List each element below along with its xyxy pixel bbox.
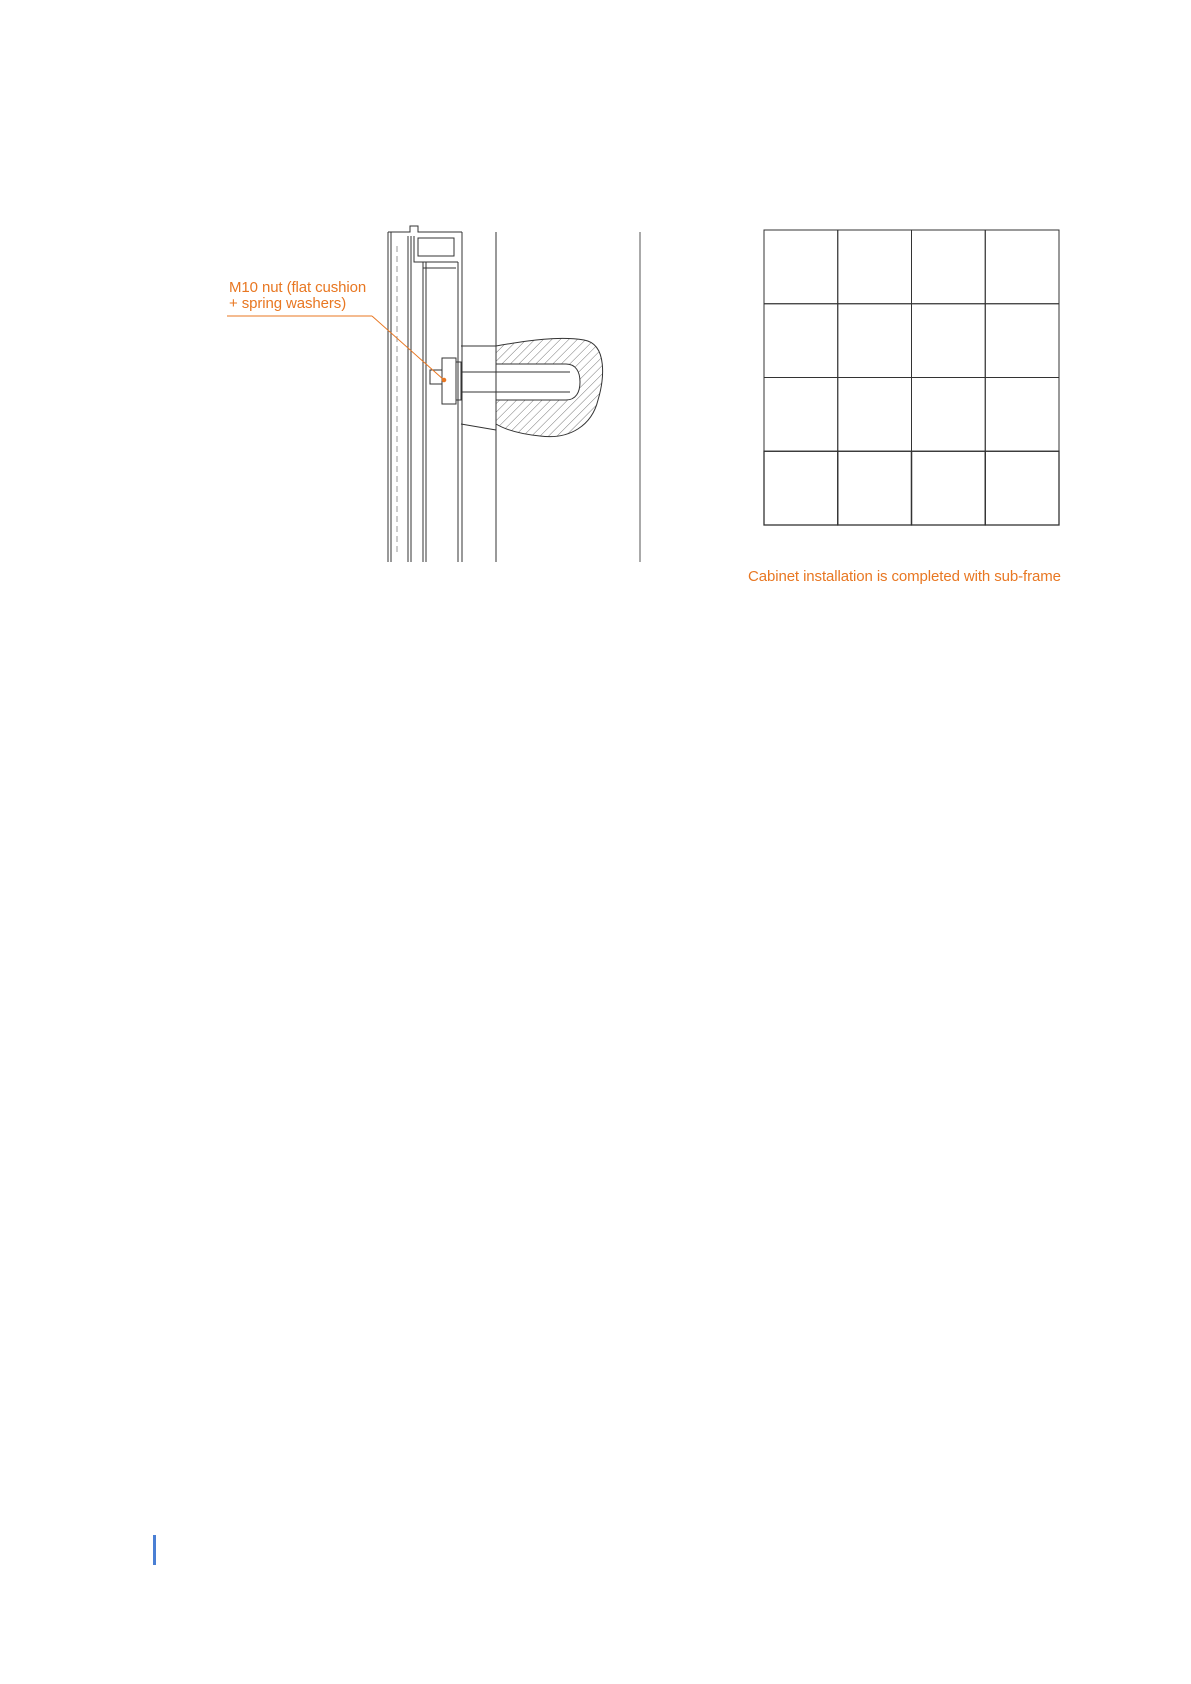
wall-section xyxy=(461,232,640,562)
cabinet-cell xyxy=(985,451,1059,525)
cabinet-cell xyxy=(764,451,838,525)
cabinet-cell xyxy=(985,230,1059,304)
grid-caption: Cabinet installation is completed with sub-frame xyxy=(748,568,1061,585)
cabinet-cell xyxy=(764,230,838,304)
cabinet-cell xyxy=(838,451,912,525)
page-margin-marker xyxy=(153,1535,156,1565)
cabinet-section xyxy=(388,226,462,562)
cabinet-cell xyxy=(985,378,1059,452)
cabinet-cell xyxy=(912,378,986,452)
cabinet-cell xyxy=(838,378,912,452)
cabinet-grid xyxy=(764,230,1059,525)
cabinet-cell xyxy=(764,378,838,452)
callout-leader xyxy=(227,316,446,382)
cabinet-cell xyxy=(985,304,1059,378)
cabinet-cell xyxy=(838,304,912,378)
nut-callout-label xyxy=(229,280,389,312)
callout-line-2: + spring washers) xyxy=(229,295,347,312)
cabinet-cell xyxy=(912,230,986,304)
callout-line-1: M10 nut (flat cushion xyxy=(229,279,367,296)
cabinet-cell xyxy=(764,304,838,378)
cabinet-cell xyxy=(912,304,986,378)
cabinet-cell xyxy=(912,451,986,525)
cabinet-cell xyxy=(838,230,912,304)
